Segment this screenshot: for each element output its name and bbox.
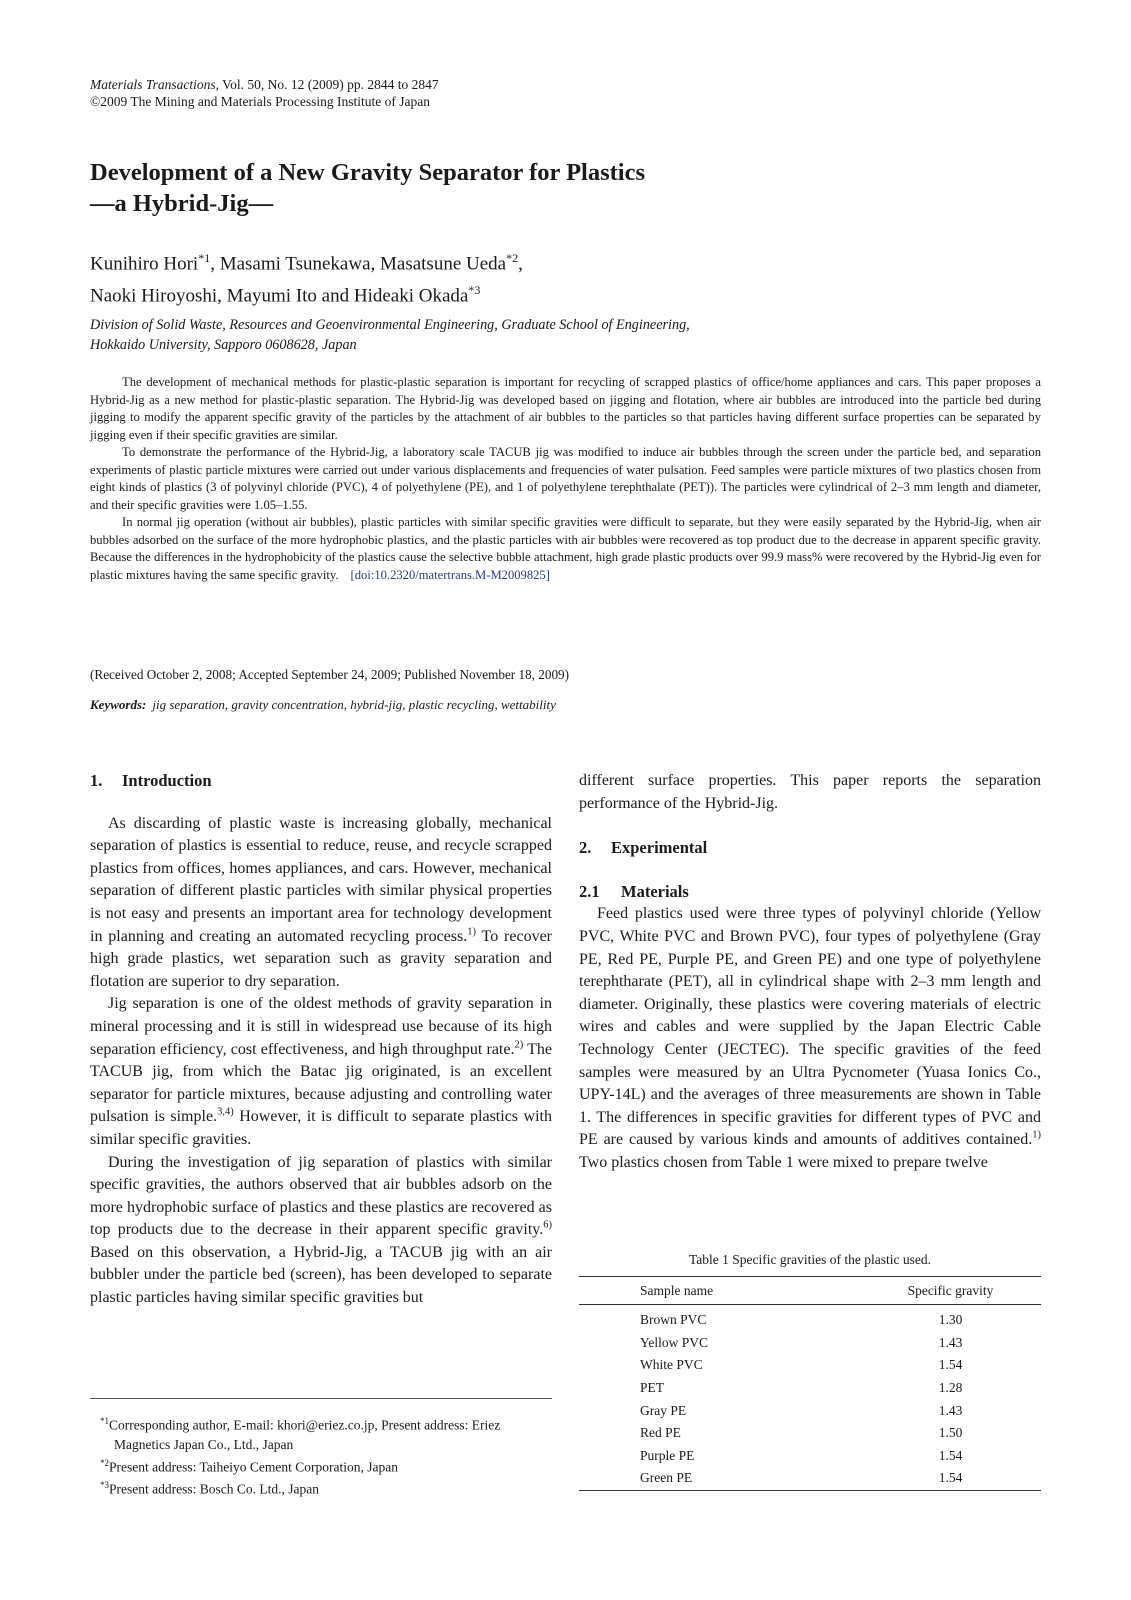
section-1-number: 1.	[90, 771, 103, 790]
doi-link[interactable]: [doi:10.2320/matertrans.M-M2009825]	[350, 567, 550, 582]
footnote-text: Present address: Taiheiyo Cement Corporation, Japan	[109, 1459, 398, 1474]
section-2-1-heading	[579, 881, 1041, 904]
table-row	[579, 1377, 1041, 1400]
table-row	[579, 1354, 1041, 1377]
author-3-mark: *3	[468, 283, 481, 298]
section-2-1-title: Materials	[621, 881, 689, 901]
section-1-heading	[90, 770, 552, 793]
gravity-cell: 1.54	[938, 1470, 963, 1486]
footnote-mark: *1	[100, 1416, 109, 1426]
sample-name-cell: Purple PE	[640, 1447, 695, 1463]
title-line-2: —a Hybrid-Jig—	[90, 190, 274, 217]
abstract-paragraph-1: The development of mechanical methods for plastic-plastic separation is important for recycling of scrapped plastics of office/home appliances and cars. This paper proposes a Hybrid-Jig as a new method for plastic-plastic separation. The Hybrid-Jig was developed based on jigging and flotation, where air bubbles are introduced into the particle bed during jigging to modify the apparent specific gravity of the particles by the attachment of air bubbles to the particles so that particles having different surface properties can be separated by jigging even if their specific gravities are similar.	[90, 375, 1041, 442]
specific-gravity-table	[579, 1276, 1041, 1491]
author-2: , Masami Tsunekawa, Masatsune Ueda	[210, 253, 507, 275]
intro-p3-text-a: During the investigation of jig separation of plastics with similar specific gravities, the authors observed that air bubbles adsorb on the more hydrophobic surface of plastics and these plastics are recovered as top products due to the decrease in their apparent specific gravity.	[90, 1153, 552, 1239]
footnote-divider	[90, 1398, 552, 1399]
sample-name-cell: White PVC	[640, 1357, 703, 1373]
citation-ref[interactable]: 6)	[543, 1219, 552, 1231]
footnotes	[90, 1412, 552, 1499]
citation-ref[interactable]: 1)	[467, 926, 476, 938]
section-2-heading	[579, 837, 1041, 860]
column-header-gravity: Specific gravity	[907, 1283, 994, 1298]
gravity-cell: 1.50	[938, 1425, 963, 1441]
sample-name-cell: Green PE	[640, 1470, 693, 1486]
affiliation-line-2: Hokkaido University, Sapporo 0608628, Japan	[90, 337, 357, 353]
affiliation	[90, 315, 990, 355]
sample-name-cell: Red PE	[640, 1425, 681, 1441]
sample-name-cell: PET	[640, 1380, 665, 1396]
footnote-text: Present address: Bosch Co. Ltd., Japan	[109, 1481, 319, 1497]
intro-paragraph-3	[90, 1152, 552, 1310]
keywords-label: Keywords:	[90, 697, 147, 712]
author-2-end: ,	[518, 253, 523, 275]
masthead	[90, 76, 439, 110]
author-1: Kunihiro Hori	[90, 253, 199, 275]
table-row	[579, 1445, 1041, 1468]
table-row	[579, 1467, 1041, 1490]
section-1-title: Introduction	[122, 771, 212, 790]
footnote-1	[100, 1412, 552, 1454]
paper-title	[90, 157, 990, 219]
gravity-cell: 1.43	[938, 1334, 963, 1350]
intro-paragraph-1	[90, 813, 552, 994]
journal-citation	[90, 76, 439, 93]
received-dates: (Received October 2, 2008; Accepted September 24, 2009; Published November 18, 2009)	[90, 667, 570, 682]
table-1-caption: Table 1 Specific gravities of the plastic used.	[689, 1252, 931, 1267]
section-2-1-number: 2.1	[579, 881, 600, 901]
volume-pages: , Vol. 50, No. 12 (2009) pp. 2844 to 2847	[215, 77, 439, 92]
intro-continuation: different surface properties. This paper reports the separation performance of the Hybrid-Jig.	[579, 772, 1041, 812]
intro-p2-text-b: The TACUB jig, from which the Batac jig originated, is an excellent separator for particle mixtures, because adjusting and controlling water pulsation is simple.	[90, 1040, 552, 1126]
intro-p2-text-c: However, it is difficult to separate plastics with similar specific gravities.	[90, 1108, 553, 1148]
author-3: Naoki Hiroyoshi, Mayumi Ito and Hideaki Okada	[90, 285, 469, 307]
section-2-title: Experimental	[611, 838, 708, 858]
journal-name: Materials Transactions	[90, 77, 216, 92]
gravity-cell: 1.54	[938, 1447, 963, 1463]
intro-p3-text-b: Based on this observation, a Hybrid-Jig, a TACUB jig with an air bubbler under the particle bed (screen), has been developed to separate plastic particles having similar specific gravities but	[90, 1243, 552, 1307]
sample-name-cell: Yellow PVC	[640, 1334, 709, 1350]
sample-name-cell: Gray PE	[640, 1402, 687, 1418]
materials-text-b: Two plastics chosen from Table 1 were mixed to prepare twelve	[579, 1153, 988, 1171]
sample-name-cell: Brown PVC	[640, 1312, 707, 1328]
materials-paragraph	[579, 903, 1041, 1174]
affiliation-line-1: Division of Solid Waste, Resources and Geoenvironmental Engineering, Graduate School of Engineering,	[90, 317, 690, 333]
citation-ref[interactable]: 2)	[514, 1039, 524, 1051]
citation-ref[interactable]: 3,4)	[217, 1106, 234, 1118]
left-column	[90, 770, 552, 1310]
right-column	[579, 770, 1041, 1175]
table-row	[579, 1332, 1041, 1355]
footnote-3	[100, 1476, 552, 1499]
footnote-mark: *3	[100, 1480, 109, 1490]
title-line-1: Development of a New Gravity Separator for Plastics	[90, 159, 645, 186]
author-1-mark: *1	[198, 251, 211, 265]
table-row	[579, 1422, 1041, 1445]
table-header-row	[579, 1277, 1041, 1305]
keywords-text: jig separation, gravity concentration, hybrid-jig, plastic recycling, wettability	[152, 697, 556, 712]
gravity-cell: 1.43	[938, 1402, 963, 1418]
gravity-cell: 1.54	[938, 1357, 963, 1373]
section-2-number: 2.	[579, 838, 592, 858]
abstract-paragraph-3-text: In normal jig operation (without air bubbles), plastic particles with similar specific gravities were difficult to separate, but they were easily separated by the Hybrid-Jig, when air bubbles adsorbed on the surface of the more hydrophobic plastics, and the plastic particles with air bubbles were recovered as top product due to the decrease in apparent specific gravity. Because the differences in the hydrophobicity of the plastics cause the selective bubble attachment, high grade plastic products over 99.9 mass% were recovered by the Hybrid-Jig even for plastic mixtures having the same specific gravity.	[90, 515, 1041, 582]
footnote-mark: *2	[100, 1457, 109, 1468]
keywords	[90, 697, 556, 713]
intro-p1-text-a: As discarding of plastic waste is increasing globally, mechanical separation of plastics is essential to reduce, reuse, and recycle scrapped plastics from offices, homes appliances, and cars. However, mechanical separation of different plastic particles with similar physical properties is not easy and presents an important area for technology development in planning and creating an automated recycling process.	[90, 814, 552, 945]
author-list	[90, 245, 990, 310]
gravity-cell: 1.30	[938, 1312, 963, 1328]
abstract-paragraph-3	[90, 514, 1041, 584]
footnote-text: Corresponding author, E-mail: khori@eriez.co.jp, Present address: Eriez Magnetics Japan Co., Ltd., Japan	[109, 1417, 501, 1452]
citation-ref[interactable]: 1)	[1032, 1129, 1041, 1141]
gravity-cell: 1.28	[938, 1380, 963, 1396]
intro-p2-text-a: Jig separation is one of the oldest methods of gravity separation in mineral processing and it is still in widespread use because of its high separation efficiency, cost effectiveness, and high throughput rate.	[90, 995, 552, 1058]
copyright-line: ©2009 The Mining and Materials Processing Institute of Japan	[90, 94, 430, 109]
materials-text-a: Feed plastics used were three types of polyvinyl chloride (Yellow PVC, White PVC and Brown PVC), four types of polyethylene (Gray PE, Red PE, Purple PE, and Green PE) and one type of polyethylene terephtharate (PET), all in cylindrical shape with 2–3 mm length and diameter. Originally, these plastics were covering materials of electric wires and cables and were supplied by the Japan Electric Cable Technology Center (JECTEC). The specific gravities of the feed samples were measured by an Ultra Pycnometer (Yuasa Ionics Co., UPY-14L) and the averages of three measurements are shown in Table 1. The differences in specific gravities for different types of PVC and PE are caused by various kinds and amounts of additives contained.	[579, 905, 1041, 1149]
intro-p1-text-b: To recover high grade plastics, wet separation such as gravity separation and flotation are superior to dry separation.	[90, 927, 553, 990]
table-row	[579, 1305, 1041, 1332]
abstract	[90, 374, 1041, 584]
table-row	[579, 1399, 1041, 1422]
author-2-mark: *2	[506, 251, 519, 265]
abstract-paragraph-2: To demonstrate the performance of the Hybrid-Jig, a laboratory scale TACUB jig was modified to induce air bubbles through the screen under the particle bed, and separation experiments of plastic particle mixtures were carried out under various displacements and frequencies of water pulsation. Feed samples were particle mixtures of two plastics chosen from eight kinds of plastics (3 of polyvinyl chloride (PVC), 4 of polyethylene (PE), and 1 of polyethylene terephthalate (PET)). The particles were cylindrical of 2–3 mm length and diameter, and their specific gravities were 1.05–1.55.	[90, 445, 1041, 512]
column-header-sample: Sample name	[640, 1283, 714, 1298]
intro-paragraph-2	[90, 993, 552, 1151]
footnote-2	[100, 1454, 552, 1477]
